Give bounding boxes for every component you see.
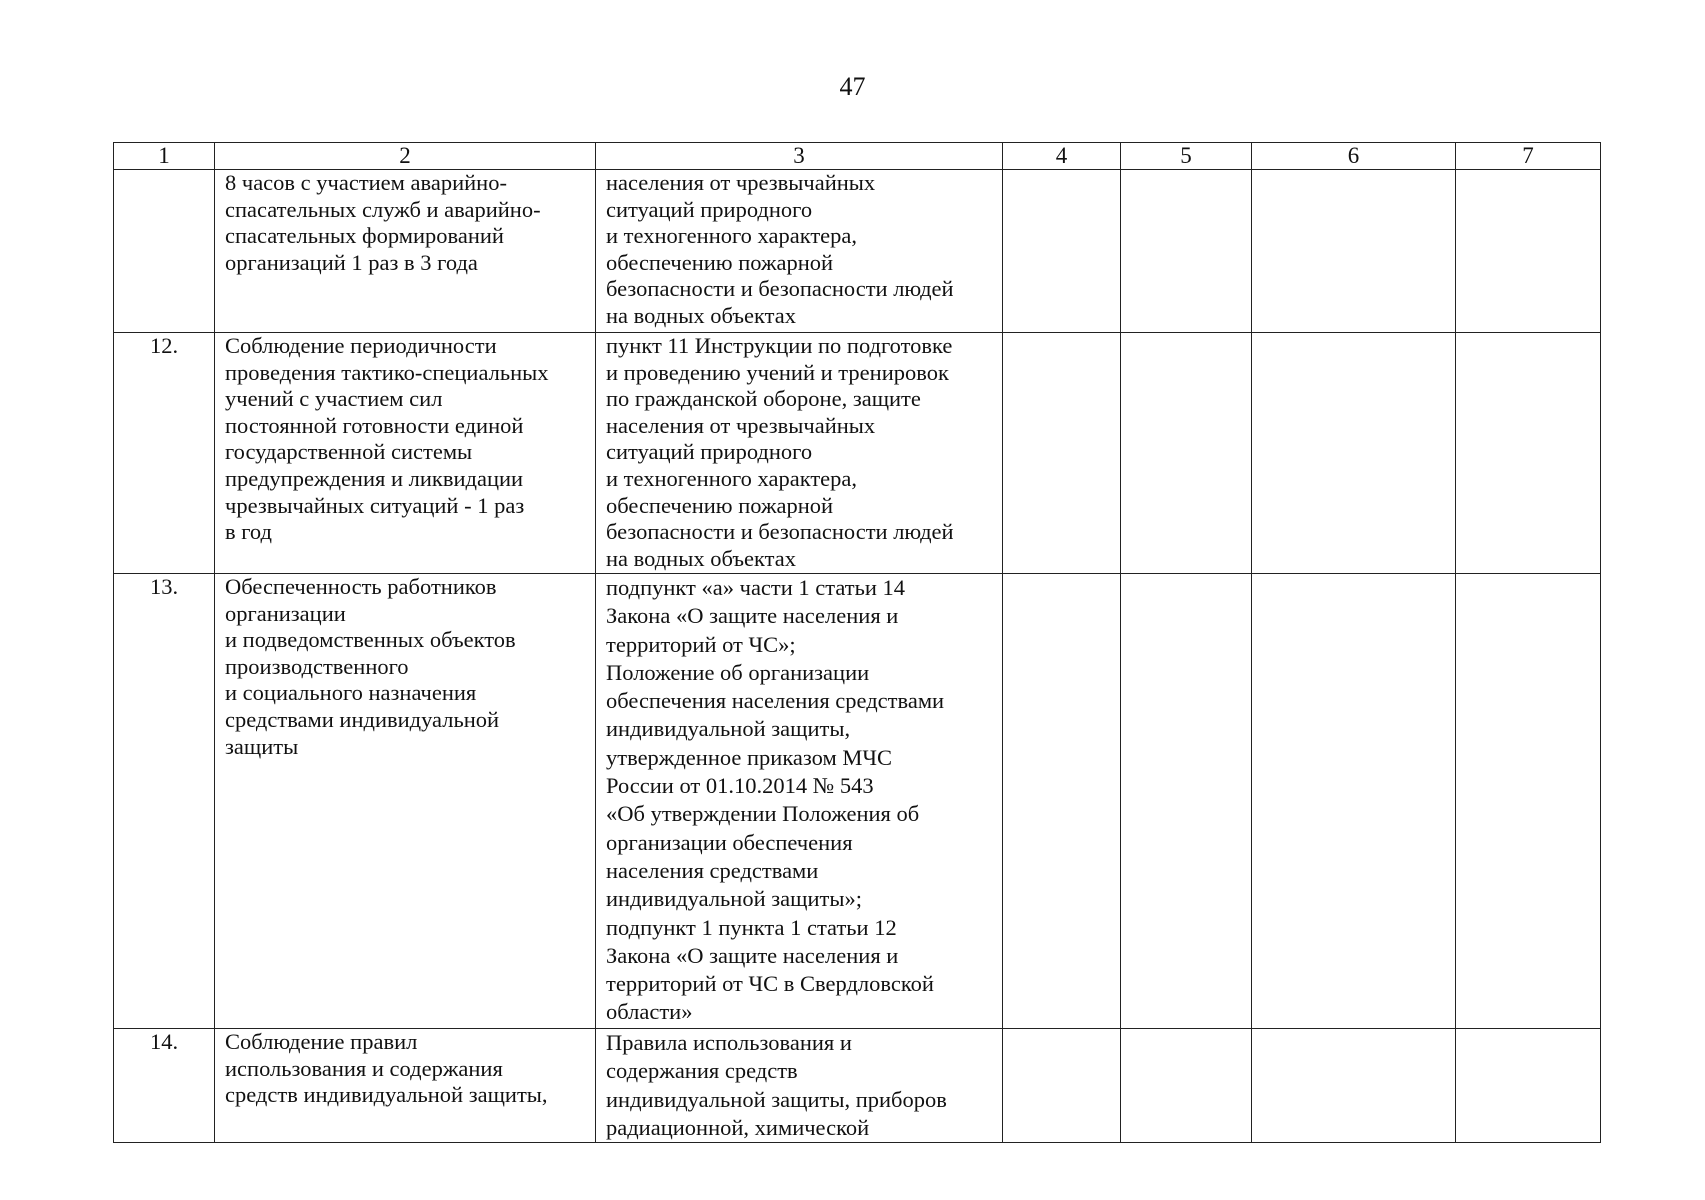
column-header-3: 3 [596, 143, 1003, 170]
column-7-cell [1456, 574, 1601, 1029]
column-header-7: 7 [1456, 143, 1601, 170]
reference-text: Правила использования и содержания средств индивидуальной защиты, приборов радиационной, химической [606, 1030, 947, 1140]
column-header-2: 2 [215, 143, 596, 170]
requirement-cell [215, 170, 596, 333]
table-row [114, 333, 1601, 574]
column-4-cell [1003, 333, 1121, 574]
column-5-cell [1121, 170, 1252, 333]
table-row [114, 170, 1601, 333]
requirements-table [113, 142, 1601, 1143]
column-header-5: 5 [1121, 143, 1252, 170]
requirement-text: Соблюдение периодичности проведения тактико-специальных учений с участием сил постоянной готовности единой государственной системы предупреждения и ликвидации чрезвычайных ситуаций - 1 раз в год [225, 333, 549, 545]
column-4-cell [1003, 1029, 1121, 1143]
column-5-cell [1121, 1029, 1252, 1143]
column-5-cell [1121, 333, 1252, 574]
reference-cell [596, 1029, 1003, 1143]
column-header-1: 1 [114, 143, 215, 170]
reference-cell [596, 574, 1003, 1029]
column-4-cell [1003, 170, 1121, 333]
requirement-text: 8 часов с участием аварийно- спасательных служб и аварийно- спасательных формирований организаций 1 раз в 3 года [225, 170, 541, 275]
column-header-row [114, 143, 1601, 170]
row-number: 14. [114, 1029, 215, 1143]
table-row [114, 1029, 1601, 1143]
reference-text: подпункт «а» части 1 статьи 14 Закона «О защите населения и территорий от ЧС»; Положение об организации обеспечения населения средствами индивидуальной защиты, утвержденное приказом МЧС России от 01.10.2014 № 543 «Об утверждении Положения об организации обеспечения населения средствами индивидуальной защиты»; подпункт 1 пункта 1 статьи 12 Закона «О защите населения и территорий от ЧС в Свердловской области» [606, 575, 945, 1025]
reference-cell [596, 333, 1003, 574]
row-number [114, 170, 215, 333]
reference-text: пункт 11 Инструкции по подготовке и проведению учений и тренировок по гражданской обороне, защите населения от чрезвычайных ситуаций природного и техногенного характера, обеспечению пожарной безопасности и безопасности людей на водных объектах [606, 333, 954, 571]
requirement-cell [215, 1029, 596, 1143]
column-7-cell [1456, 333, 1601, 574]
row-number: 13. [114, 574, 215, 1029]
reference-text: населения от чрезвычайных ситуаций природного и техногенного характера, обеспечению пожарной безопасности и безопасности людей на водных объектах [606, 170, 954, 328]
column-header-4: 4 [1003, 143, 1121, 170]
page-number: 47 [839, 72, 866, 101]
requirement-cell [215, 574, 596, 1029]
column-6-cell [1252, 574, 1456, 1029]
column-6-cell [1252, 333, 1456, 574]
column-5-cell [1121, 574, 1252, 1029]
column-7-cell [1456, 1029, 1601, 1143]
column-7-cell [1456, 170, 1601, 333]
requirement-text: Обеспеченность работников организации и подведомственных объектов производственного и социального назначения средствами индивидуальной защиты [225, 574, 516, 759]
requirement-cell [215, 333, 596, 574]
column-header-6: 6 [1252, 143, 1456, 170]
reference-cell [596, 170, 1003, 333]
column-6-cell [1252, 1029, 1456, 1143]
column-4-cell [1003, 574, 1121, 1029]
table-row [114, 574, 1601, 1029]
requirement-text: Соблюдение правил использования и содержания средств индивидуальной защиты, [225, 1029, 548, 1108]
column-6-cell [1252, 170, 1456, 333]
row-number: 12. [114, 333, 215, 574]
